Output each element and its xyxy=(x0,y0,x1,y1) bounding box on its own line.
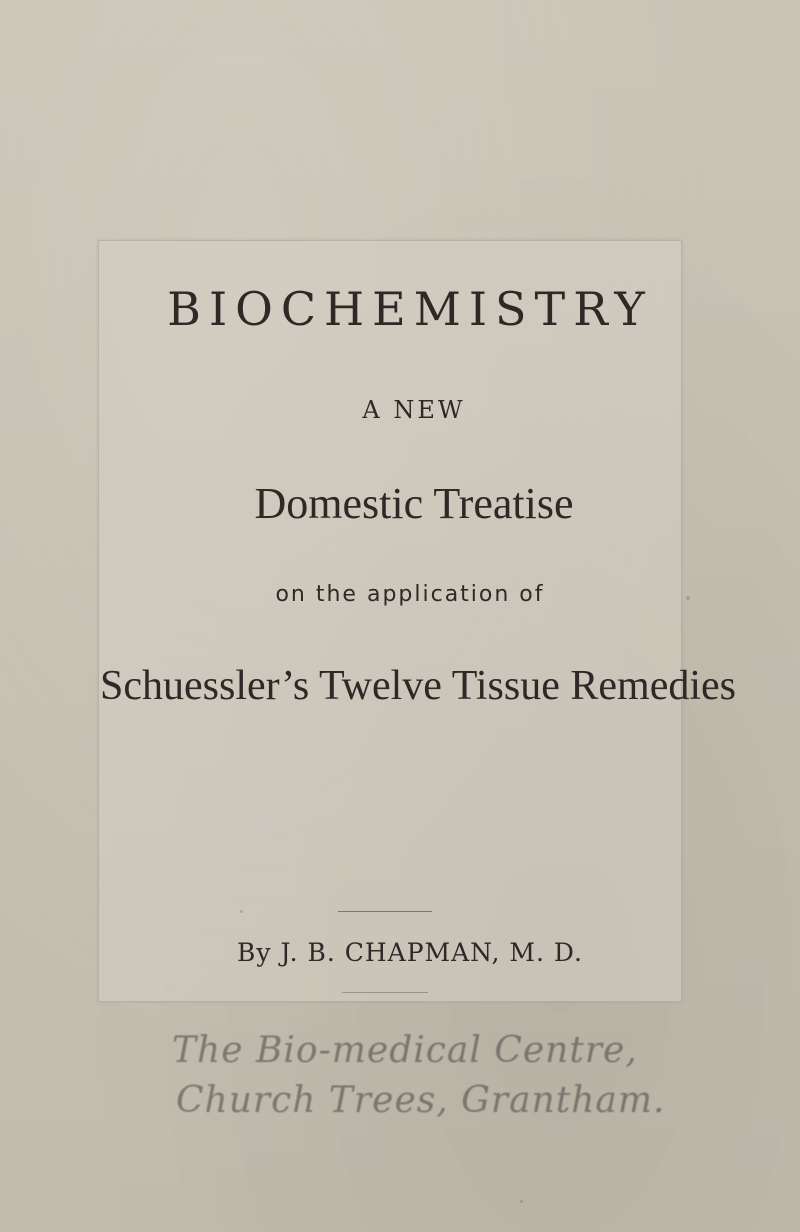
publisher-stamp-line-1: The Bio-medical Centre, xyxy=(172,1030,638,1071)
paper-speck xyxy=(686,596,690,600)
divider-rule-bottom xyxy=(342,992,428,993)
publisher-stamp-line-2: Church Trees, Grantham. xyxy=(176,1080,666,1121)
paper-speck xyxy=(520,1200,523,1203)
paper-speck xyxy=(240,910,243,913)
page-title: BIOCHEMISTRY xyxy=(167,282,653,336)
author-line: By J. B. CHAPMAN, M. D. xyxy=(237,938,583,967)
pasted-title-label xyxy=(98,240,682,1002)
remedies-heading: Schuessler’s Twelve Tissue Remedies xyxy=(100,663,736,709)
subtitle-a-new: A NEW xyxy=(362,396,466,424)
divider-rule-top xyxy=(338,911,432,912)
treatise-heading: Domestic Treatise xyxy=(254,479,574,528)
application-line: on the application of xyxy=(275,582,545,607)
